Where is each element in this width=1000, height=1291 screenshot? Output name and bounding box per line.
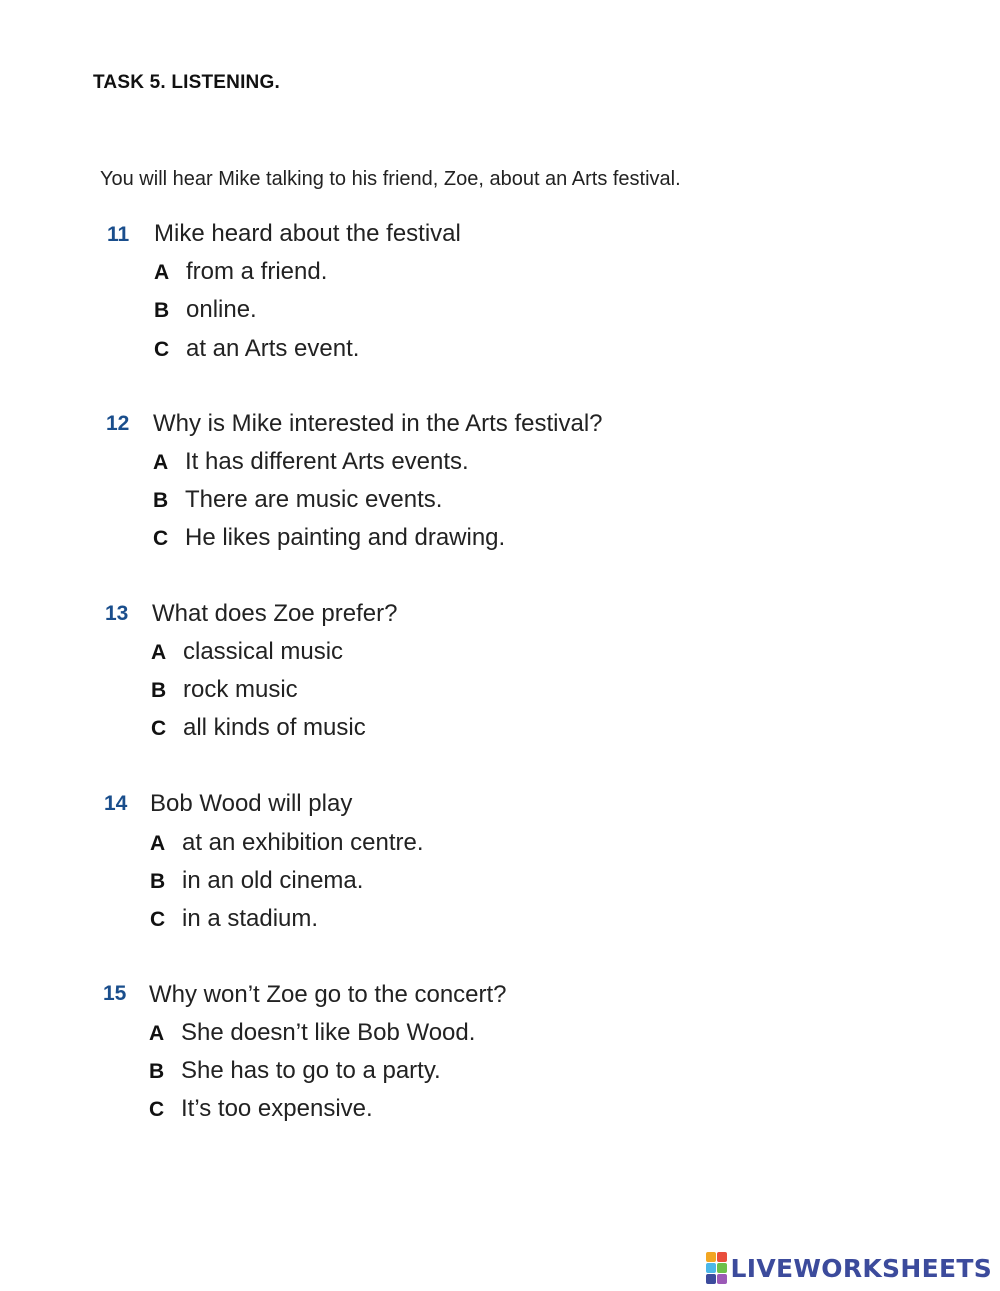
option-a[interactable] <box>150 829 424 859</box>
option-letter: C <box>151 717 167 740</box>
option-letter: B <box>150 870 166 893</box>
option-text: It has different Arts events. <box>185 448 469 475</box>
option-c[interactable] <box>150 905 318 935</box>
option-text: in an old cinema. <box>182 867 364 894</box>
question-number: 14 <box>104 792 128 815</box>
task-title: TASK 5. LISTENING. <box>93 72 280 93</box>
option-text: She doesn’t like Bob Wood. <box>181 1019 476 1046</box>
option-text: rock music <box>183 676 298 703</box>
option-letter: A <box>154 261 170 284</box>
option-letter: B <box>154 299 170 322</box>
option-text: at an Arts event. <box>186 335 360 362</box>
option-text: It’s too expensive. <box>181 1095 373 1122</box>
option-b[interactable] <box>151 676 298 706</box>
logo-tile <box>706 1274 716 1284</box>
option-letter: C <box>153 527 169 550</box>
question-number: 11 <box>107 223 130 246</box>
option-letter: B <box>153 489 169 512</box>
option-text: in a stadium. <box>182 905 319 932</box>
option-b[interactable] <box>153 486 442 516</box>
logo-tile <box>717 1252 727 1262</box>
option-b[interactable] <box>154 296 257 326</box>
intro-text: You will hear Mike talking to his friend, Zoe, about an Arts festival. <box>100 168 681 190</box>
option-letter: A <box>150 832 166 855</box>
logo-tile <box>706 1263 716 1273</box>
option-text: classical music <box>183 638 344 665</box>
question-number: 13 <box>105 602 129 625</box>
option-c[interactable] <box>149 1095 373 1125</box>
option-text: She has to go to a party. <box>181 1057 441 1084</box>
option-letter: A <box>149 1022 165 1045</box>
question-text: What does Zoe prefer? <box>152 600 398 627</box>
option-c[interactable] <box>153 524 505 554</box>
option-b[interactable] <box>150 867 363 897</box>
option-letter: C <box>149 1098 165 1121</box>
logo-tile <box>717 1274 727 1284</box>
liveworksheets-brand[interactable] <box>706 1252 992 1284</box>
option-letter: B <box>149 1060 165 1083</box>
option-a[interactable] <box>154 258 327 288</box>
option-c[interactable] <box>154 335 359 365</box>
question-number: 12 <box>106 412 130 435</box>
brand-name: LIVEWORKSHEETS <box>730 1253 992 1283</box>
liveworksheets-logo-icon <box>706 1252 727 1284</box>
option-text: all kinds of music <box>183 714 366 741</box>
logo-tile <box>717 1263 727 1273</box>
option-a[interactable] <box>149 1019 475 1049</box>
question-text: Bob Wood will play <box>150 790 353 817</box>
option-text: There are music events. <box>185 486 443 513</box>
question-text: Why won’t Zoe go to the concert? <box>149 981 507 1008</box>
question-text: Mike heard about the festival <box>154 220 461 247</box>
option-letter: C <box>150 908 166 931</box>
option-a[interactable] <box>153 448 469 478</box>
option-text: at an exhibition centre. <box>182 829 424 856</box>
question-number: 15 <box>103 982 127 1005</box>
question-text: Why is Mike interested in the Arts festival? <box>153 410 603 437</box>
option-letter: A <box>153 451 169 474</box>
option-letter: C <box>154 338 170 361</box>
option-text: online. <box>186 296 257 323</box>
option-text: He likes painting and drawing. <box>185 524 506 551</box>
option-letter: A <box>151 641 167 664</box>
option-b[interactable] <box>149 1057 441 1087</box>
option-a[interactable] <box>151 638 343 668</box>
logo-tile <box>706 1252 716 1262</box>
option-text: from a friend. <box>186 258 328 285</box>
option-letter: B <box>151 679 167 702</box>
option-c[interactable] <box>151 714 366 744</box>
